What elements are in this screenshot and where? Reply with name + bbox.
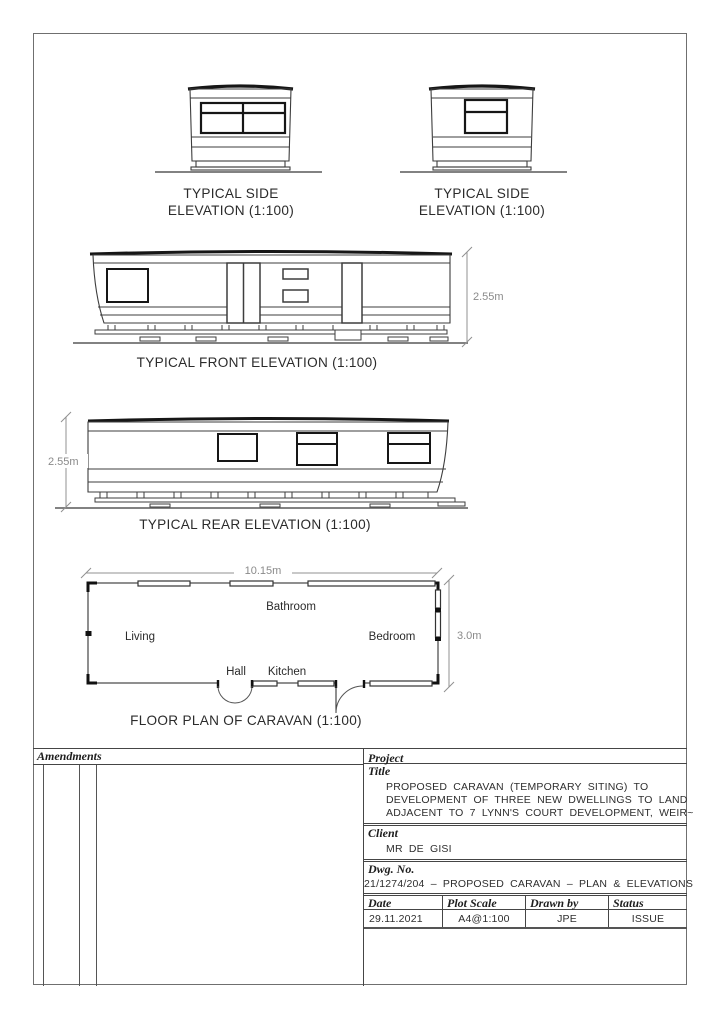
amendments-column-line [79,765,80,986]
room-label-bedroom: Bedroom [368,631,416,643]
dwg-no-value: 21/1274/204 – PROPOSED CARAVAN – PLAN & ELEVATIONS [364,878,694,890]
room-label-bathroom: Bathroom [266,601,316,613]
height-dimension [462,247,472,347]
client-value: MR DE GISI [386,843,452,855]
title-block [363,749,694,986]
roof-line [88,419,449,422]
room-label-hall: Hall [226,666,246,678]
front-elevation-caption: TYPICAL FRONT ELEVATION (1:100) [136,355,378,370]
status-value: ISSUE [631,913,665,925]
double-door [227,263,260,323]
divider-thick [364,927,687,929]
window [465,100,507,133]
chassis [95,325,448,341]
plot-scale-label: Plot Scale [443,896,525,910]
window [107,269,148,302]
side-elevation-right-caption-2: ELEVATION (1:100) [418,203,546,218]
small-window-lower [283,290,308,302]
window [201,103,285,133]
side-elevation-left-drawing [155,86,322,172]
front-elevation-drawing [73,247,472,347]
rear-height-dim-label: 2.55m [48,456,79,468]
door-kitchen [336,680,364,713]
amendments-column-line [43,765,44,986]
room-label-kitchen: Kitchen [267,666,307,678]
base-plate [433,167,531,170]
amendments-column-line [96,765,97,986]
front-height-dim-label: 2.55m [473,291,504,303]
rear-elevation-drawing [55,412,468,512]
door [342,263,362,323]
small-window-upper [283,269,308,279]
base-plate [191,167,290,170]
side-elevation-left-caption-1: TYPICAL SIDE [183,186,279,201]
amendments-panel [33,749,363,986]
rear-elevation-caption: TYPICAL REAR ELEVATION (1:100) [139,517,371,532]
amendments-label: Amendments [33,749,363,765]
drawn-by-value: JPE [557,913,577,925]
plot-scale-value: A4@1:100 [458,913,510,925]
status-label: Status [609,896,687,910]
project-label: Project [368,751,404,765]
window-split-2 [388,433,430,463]
title-block-section [33,748,694,985]
door-hall [218,680,252,703]
window-plain [218,434,257,461]
client-label: Client [368,826,399,840]
title-line: PROPOSED CARAVAN (TEMPORARY SITING) TO [386,781,649,793]
side-elevation-right-caption-1: TYPICAL SIDE [434,186,530,201]
depth-dimension [444,575,454,692]
skirt [437,161,527,167]
title-line: ADJACENT TO 7 LYNN'S COURT DEVELOPMENT, WEIR~ [386,807,694,819]
title-label: Title [368,764,391,778]
side-elevation-right-drawing [400,86,567,172]
chassis [95,492,465,507]
skirt [196,161,285,167]
dwg-no-label: Dwg. No. [368,862,415,876]
hitch-box [335,330,361,340]
date-label: Date [364,896,442,910]
window-split-1 [297,433,337,465]
plan-width-dim-label: 10.15m [244,565,282,577]
roof-line [90,252,452,255]
plan-depth-dim-label: 3.0m [457,630,482,642]
side-elevation-left-caption-2: ELEVATION (1:100) [167,203,295,218]
title-line: DEVELOPMENT OF THREE NEW DWELLINGS TO LAND [386,794,688,806]
drawn-by-label: Drawn by [526,896,608,910]
room-label-living: Living [124,631,156,643]
floor-plan-caption: FLOOR PLAN OF CARAVAN (1:100) [130,713,362,728]
date-value: 29.11.2021 [369,913,423,925]
